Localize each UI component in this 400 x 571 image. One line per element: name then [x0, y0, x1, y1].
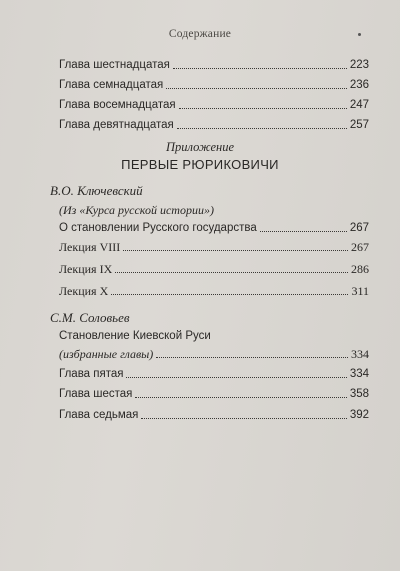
toc-entry-title: Глава девятнадцатая: [59, 119, 174, 131]
toc-entry-title: Глава шестая: [59, 388, 133, 400]
toc-entry[interactable]: [59, 76, 369, 92]
source-note: (Из «Курса русской истории»): [59, 203, 214, 217]
dot-leader: [179, 108, 347, 109]
toc-entry[interactable]: [59, 96, 369, 112]
print-speck: [358, 33, 361, 36]
toc-entry-title: Глава шестнадцатая: [59, 59, 170, 71]
toc-entry-page: 257: [349, 119, 369, 131]
toc-entry-page: 267: [349, 222, 369, 234]
dot-leader: [173, 68, 347, 69]
dot-leader: [177, 128, 347, 129]
toc-entry-title: Глава пятая: [59, 368, 124, 380]
toc-entry[interactable]: [59, 345, 369, 361]
dot-leader: [166, 88, 347, 89]
toc-entry[interactable]: [59, 219, 369, 235]
toc-entry-title: (избранные главы): [59, 347, 154, 361]
dot-leader: [135, 397, 346, 398]
toc-entry-page: 267: [351, 240, 369, 254]
author-soloviev: С.М. Соловьев: [50, 310, 130, 325]
dot-leader: [111, 294, 348, 295]
toc-entry-title: Глава семнадцатая: [59, 79, 164, 91]
toc-entry-page: 334: [351, 347, 369, 361]
dot-leader: [115, 272, 348, 273]
toc-entry-title: Глава седьмая: [59, 409, 139, 421]
toc-entry-page: 247: [349, 99, 369, 111]
toc-entry-page: 223: [349, 59, 369, 71]
toc-entry-page: 358: [349, 388, 369, 400]
dot-leader: [141, 418, 346, 419]
toc-entry-title: О становлении Русского государства: [59, 222, 257, 234]
toc-entry-title: Лекция IX: [59, 262, 113, 276]
toc-entry[interactable]: [59, 282, 369, 298]
toc-entry[interactable]: [59, 365, 369, 381]
toc-entry[interactable]: [59, 238, 369, 254]
author-klyuchevsky: В.О. Ключевский: [50, 183, 143, 198]
toc-entry-page: 311: [351, 284, 369, 298]
toc-entry-page: 392: [349, 409, 369, 421]
dot-leader: [126, 377, 346, 378]
dot-leader: [123, 250, 348, 251]
running-header: Содержание: [168, 28, 232, 40]
dot-leader: [260, 231, 347, 232]
toc-entry-title: Лекция X: [59, 284, 109, 298]
toc-entry[interactable]: [59, 56, 369, 72]
toc-entry-page: 334: [349, 368, 369, 380]
toc-entry[interactable]: [59, 260, 369, 276]
toc-entry[interactable]: [59, 385, 369, 401]
toc-entry-title: Глава восемнадцатая: [59, 99, 176, 111]
appendix-label: Приложение: [165, 140, 235, 154]
toc-entry-title: Лекция VIII: [59, 240, 121, 254]
section-heading: Становление Киевской Руси: [59, 330, 211, 342]
toc-entry[interactable]: [59, 116, 369, 132]
toc-entry[interactable]: [59, 406, 369, 422]
toc-entry-page: 236: [349, 79, 369, 91]
appendix-title: ПЕРВЫЕ РЮРИКОВИЧИ: [121, 157, 279, 172]
dot-leader: [156, 357, 348, 358]
toc-entry-page: 286: [351, 262, 369, 276]
